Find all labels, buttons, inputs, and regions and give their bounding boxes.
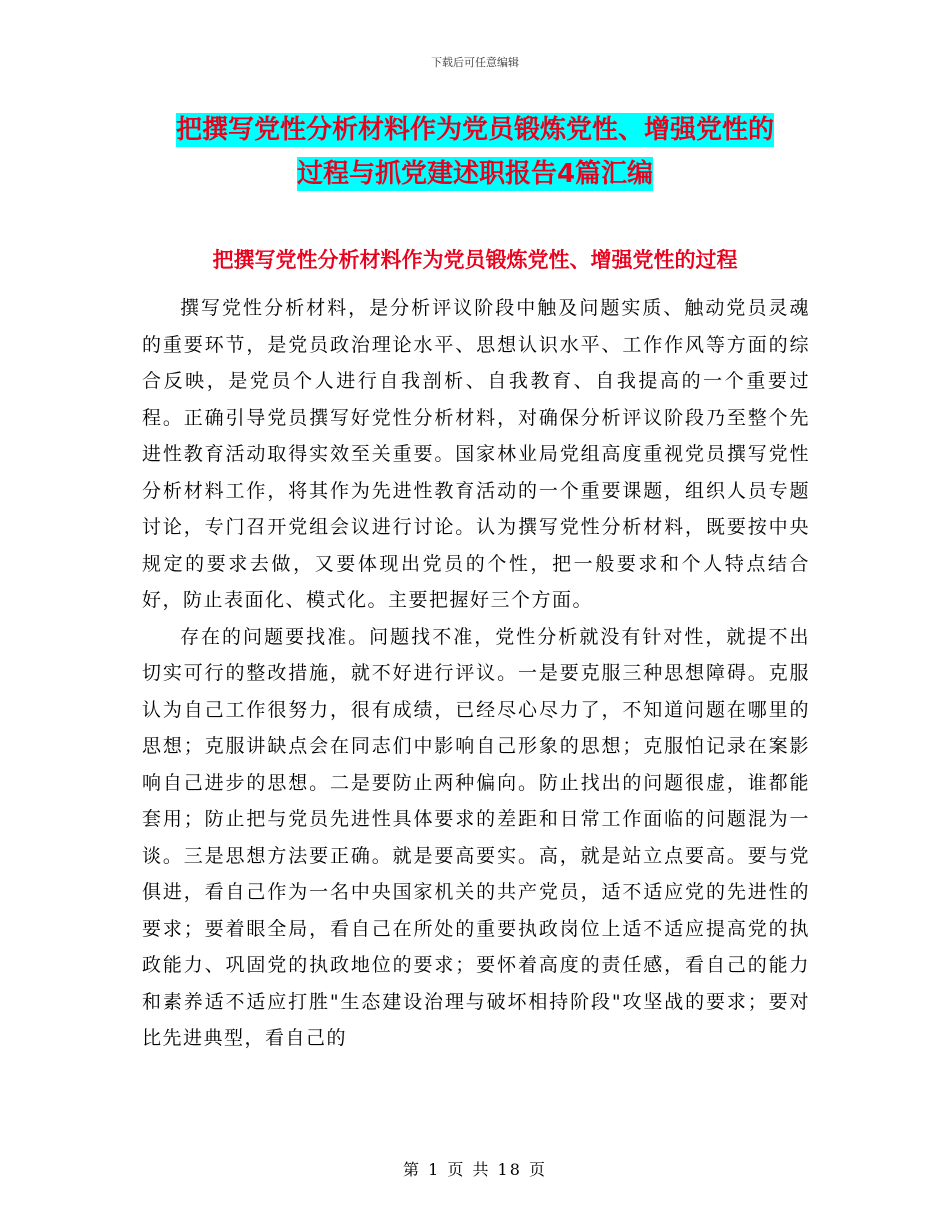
paragraph: 存在的问题要找准。问题找不准，党性分析就没有针对性，就提不出切实可行的整改措施，就不好进行评议。一是要克服三种思想障碍。克服认为自己工作很努力，很有成绩，已经尽心尽力了，不知道问题在哪里的思想；克服讲缺点会在同志们中影响自己形象的思想；克服怕记录在案影响自己进步的思想。二是要防止两种偏向。防止找出的问题很虚，谁都能套用；防止把与党员先进性具体要求的差距和日常工作面临的问题混为一谈。三是思想方法要正确。就是要高要实。高，就是站立点要高。要与党俱进，看自己作为一名中央国家机关的共产党员，适不适应党的先进性的要求；要着眼全局，看自己在所处的重要执政岗位上适不适应提高党的执政能力、巩固党的执政地位的要求；要怀着高度的责任感，看自己的能力和素养适不适应打胜"生态建设治理与破坏相持阶段"攻坚战的要求；要对比先进典型，看自己的	[142, 625, 810, 1049]
document-title	[140, 108, 810, 196]
body-text	[142, 290, 810, 1057]
document-title-line-2: 过程与抓党建述职报告4篇汇编	[296, 159, 654, 189]
header-note: 下载后可任意编辑	[431, 56, 519, 69]
section-title: 把撰写党性分析材料作为党员锻炼党性、增强党性的过程	[212, 248, 738, 272]
paragraph: 撰写党性分析材料，是分析评议阶段中触及问题实质、触动党员灵魂的重要环节，是党员政治理论水平、思想认识水平、工作作风等方面的综合反映，是党员个人进行自我剖析、自我教育、自我提高的一个重要过程。正确引导党员撰写好党性分析材料，对确保分析评议阶段乃至整个先进性教育活动取得实效至关重要。国家林业局党组高度重视党员撰写党性分析材料工作，将其作为先进性教育活动的一个重要课题，组织人员专题讨论，专门召开党组会议进行讨论。认为撰写党性分析材料，既要按中央规定的要求去做，又要体现出党员的个性，把一般要求和个人特点结合好，防止表面化、模式化。主要把握好三个方面。	[142, 297, 810, 611]
page-number: 第 1 页 共 18 页	[403, 1160, 547, 1179]
document-title-line-1: 把撰写党性分析材料作为党员锻炼党性、增强党性的	[175, 115, 774, 145]
